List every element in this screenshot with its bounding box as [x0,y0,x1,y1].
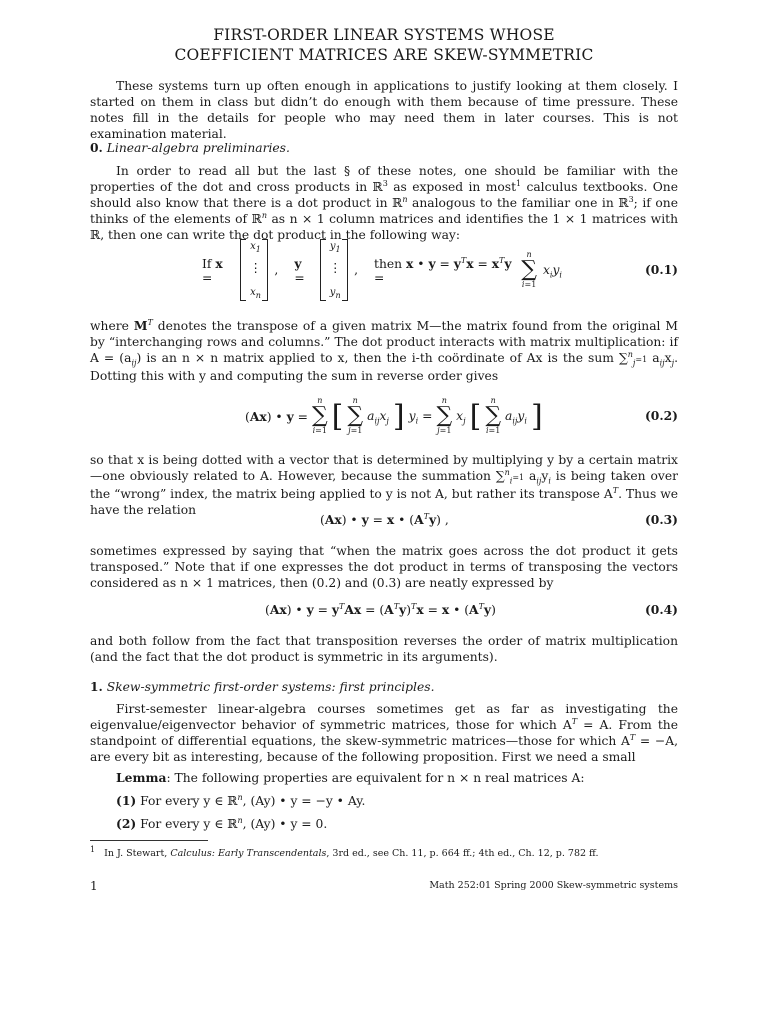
equation-0-2: (Ax) • y = n ∑ i=1 [ n ∑ j=1 $a_{ij}x_j$ ] $y_i$ = n ∑ j=1 $x_j$ [ n ∑ i=1 $a_{ij}y_i$ ] (0.2) [245,396,678,435]
equation-number: (0.4) [644,602,678,617]
text-run: a [647,351,660,365]
equation-0-1: If x = $x_1$ ⋮ $x_n$ , y = $y_1$ ⋮ $y_n$ , then x • $y = y^Tx = x^Ty$ = n ∑ i=1 $x_iy_i$ (0.1) [202,241,678,300]
text-run: . Thus we have the relation [90,487,678,517]
running-footer: Math 252:01 Spring 2000 Skew-symmetric systems [429,880,678,891]
item-label: (2) [116,816,137,831]
text-run: , (Ay) • y = −y • Ay. [242,794,366,808]
equation-0-4: (Ax) • $y = y^TAx = (A^Ty)^Tx = x$ • $(A^Ty)$ (0.4) [265,601,678,617]
lemma-item-2: (2) For every y ∈ ℝ$^n$, (Ay) • y = 0. [116,815,328,831]
footnote-rule [90,840,208,841]
paragraph-dot-product: In order to read all but the last § of these notes, one should be familiar with the properties of the dot and cross products in ℝ$^3$ as exposed in most$^1$ calculus textbooks. One should also know that there is a dot product in ℝ$^n$ analogous to the familiar one in ℝ$^3$; if one thinks of the elements of ℝ$^n$ as n × 1 column matrices and identifies the 1 × 1 matrices with ℝ, then one can write the dot product in the following way: [90,164,679,242]
text-run: as exposed in most [387,180,517,194]
title-line-1: FIRST-ORDER LINEAR SYSTEMS WHOSE [213,26,555,44]
text-run: For every y ∈ ℝ [136,817,238,831]
footnote-mark: 1 [90,844,96,854]
intro-paragraph: These systems turn up often enough in applications to justify looking at them closely. I started on them in class but didn’t do enough with them because of time pressure. These notes fill in the details for people who may need them in later courses. This is not examination material. [90,79,678,141]
section-heading-1 [90,679,434,694]
text-run: In order to read all but the last § of these notes, one should be familiar with the properties of the dot and cross products in ℝ [90,164,678,194]
text-run: x [664,351,672,365]
paragraph-so-that: so that x is being dotted with a vector that is determined by multiplying y by a certain matrix—one obviously related to A. However, because the summation ∑$^n_i$=1 $a_{ij}y_i$ is being taken over the “wrong” index, the matrix being applied to y is not A, but rather its transpose $A^T$. Thus we have the relation [90,453,678,517]
paragraph-both-follow: and both follow from the fact that transposition reverses the order of matrix multiplication (and the fact that the dot product is symmetric in its arguments). [90,634,678,664]
equation-0-3: (Ax) • y = x • $(A^Ty)$ , (0.3) [320,511,678,527]
paragraph-transpose: where $M^T$ denotes the transpose of a given matrix M—the matrix found from the original M by “interchanging rows and columns.” The dot product interacts with matrix multiplication: if $A = (a_{ij})$ is an n × n matrix applied to x, then the i-th coördinate of Ax is the sum ∑$^n_j$=1 $a_{ij}x_j$. Dotting this with y and computing the sum in reverse order gives [90,317,678,383]
equation-number: (0.3) [644,512,678,527]
lemma-statement [90,770,678,786]
equation-number: (0.1) [644,262,678,277]
text-run: as n × 1 column matrices and identifies the 1 × 1 matrices with ℝ, then one can write the dot product in the following way: [90,212,678,242]
text-run: ; if one thinks of the elements of ℝ [90,196,679,226]
equation-number: (0.2) [644,408,678,423]
section-number: 1. [90,679,103,694]
text-run: y [541,469,549,483]
text-run: , 3rd ed., see Ch. 11, p. 664 ff.; 4th ed., Ch. 12, p. 782 ff. [326,848,599,859]
lemma-item-1: (1) For every y ∈ ℝ$^n$, (Ay) • y = −y • Ay. [116,792,366,808]
text-run: ) is an n × n matrix applied to x, then the i-th coördinate of Ax is the sum ∑ [136,351,628,365]
footnote-ref: 1 [516,178,522,188]
text-run: = A. From the standpoint of differential equations, the skew-symmetric matrices—those for which A [90,718,679,748]
text-run: so that x is being dotted with a vector that is determined by multiplying y by a certain matrix—one obviously related to A. However, because the summation ∑ [90,453,678,483]
footnote [90,844,678,859]
text-run: : The following properties are equivalent for n × n real matrices A: [166,771,585,785]
column-vector-y: $y_1$ ⋮ $y_n$ [320,239,348,301]
document-page [90,0,678,1024]
text-run: For every y ∈ ℝ [136,794,238,808]
text-run: calculus textbooks. One should also know that there is a dot product in ℝ [90,180,678,210]
section-number: 0. [90,140,103,155]
text-run: . Dotting this with y and computing the sum in reverse order gives [90,351,678,383]
page-number: 1 [90,879,98,893]
text-run: = −A, are every bit as interesting, because of the following proposition. First we need a small [90,734,678,764]
lemma-label: Lemma [116,770,167,785]
text-run: is being taken over the “wrong” index, the matrix being applied to y is not A, but rather its transpose A [90,469,678,501]
column-vector-x: $x_1$ ⋮ $x_n$ [240,239,268,301]
document-title [90,25,678,65]
paragraph-first-semester: First-semester linear-algebra courses sometimes get as far as investigating the eigenvalue/eigenvector behavior of symmetric matrices, those for which $A^T = A$. From the standpoint of differential equations, the skew-symmetric matrices—those for which $A^T = -A$, are every bit as interesting, because of the following proposition. First we need a small [90,702,679,764]
paragraph-sometimes: sometimes expressed by saying that “when the matrix goes across the dot product it gets transposed.” Note that if one expresses the dot product in terms of transposing the vectors considered as n × 1 matrices, then (0.2) and (0.3) are neatly expressed by [90,544,678,590]
section-title: Skew-symmetric first-order systems: first principles. [106,680,435,694]
section-heading-0 [90,140,290,155]
text-run: , (Ay) • y = 0. [242,817,328,831]
book-title: Calculus: Early Transcendentals [170,848,327,859]
title-line-2: COEFFICIENT MATRICES ARE SKEW-SYMMETRIC [174,46,594,64]
text-run: denotes the transpose of a given matrix M—the matrix found from the original M by “interchanging rows and columns.” The dot product interacts with matrix multiplication: if A = (a [90,319,678,365]
section-title: Linear-algebra preliminaries. [106,141,290,155]
text-run: a [524,469,537,483]
text-run: analogous to the familiar one in ℝ [407,196,629,210]
text-run: In J. Stewart, [104,848,171,859]
item-label: (1) [116,793,137,808]
text-run: First-semester linear-algebra courses sometimes get as far as investigating the eigenvalue/eigenvector behavior of symmetric matrices, those for which A [90,702,678,732]
